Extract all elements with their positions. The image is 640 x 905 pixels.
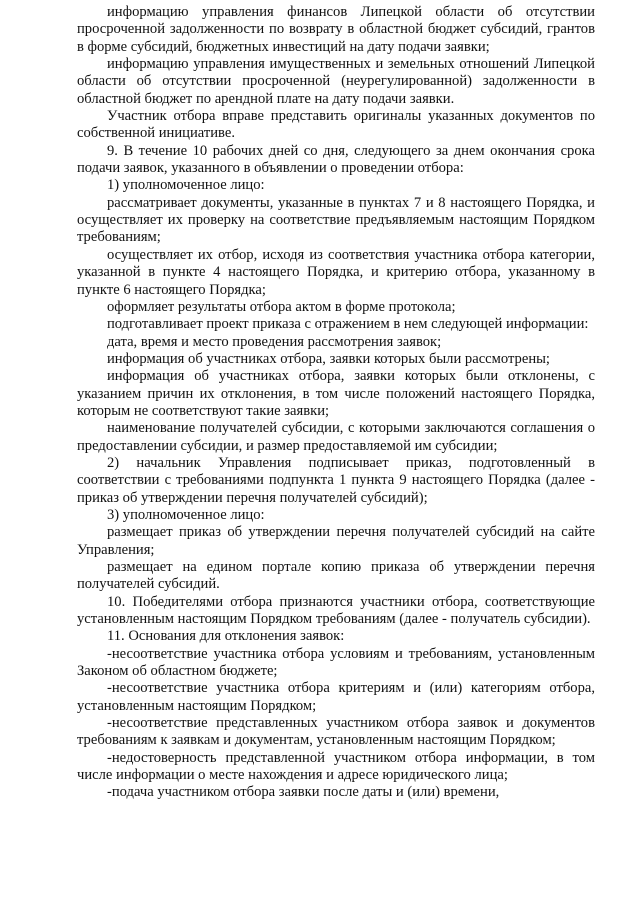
paragraph: информацию управления финансов Липецкой области об отсутствии просроченной задолженности по возврату в областной бюджет субсидий, грантов в форме субсидий, бюджетных инвестиций на дату подачи заявки; bbox=[77, 4, 595, 55]
paragraph: 11. Основания для отклонения заявок: bbox=[107, 628, 345, 645]
paragraph: размещает на едином портале копию приказа об утверждении перечня получателей субсидий. bbox=[77, 559, 595, 593]
paragraph: наименование получателей субсидии, с которыми заключаются соглашения о предоставлении субсидии, и размер предоставляемой им субсидии; bbox=[77, 420, 595, 454]
paragraph: размещает приказ об утверждении перечня получателей субсидий на сайте Управления; bbox=[77, 524, 595, 558]
paragraph: осуществляет их отбор, исходя из соответствия участника отбора категории, указанной в пункте 4 настоящего Порядка, и критерию отбора, указанному в пункте 6 настоящего Порядка; bbox=[77, 246, 595, 298]
paragraph: 2) начальник Управления подписывает приказ, подготовленный в соответствии с требованиями подпункта 1 пункта 9 настоящего Порядка (далее - приказ об утверждении перечня получателей субсидий); bbox=[77, 454, 595, 506]
paragraph: Участник отбора вправе представить оригиналы указанных документов по собственной инициативе. bbox=[77, 108, 595, 142]
paragraph: информацию управления имущественных и земельных отношений Липецкой области об отсутствии просроченной (неурегулированной) задолженности в областной бюджет по арендной плате на дату подачи заявки. bbox=[77, 56, 595, 107]
paragraph: подготавливает проект приказа с отражением в нем следующей информации: bbox=[107, 316, 589, 333]
paragraph: -несоответствие участника отбора условиям и требованиям, установленным Законом об областном бюджете; bbox=[77, 645, 595, 680]
paragraph: -несоответствие представленных участником отбора заявок и документов требованиям к заявкам и документам, установленным настоящим Порядком; bbox=[77, 715, 595, 749]
paragraph: -подача участником отбора заявки после даты и (или) времени, bbox=[107, 784, 500, 801]
paragraph: информация об участниках отбора, заявки которых были отклонены, с указанием причин их отклонения, в том числе положений настоящего Порядка, которым не соответствуют такие заявки; bbox=[77, 368, 595, 419]
paragraph: 1) уполномоченное лицо: bbox=[107, 177, 265, 194]
paragraph: 3) уполномоченное лицо: bbox=[107, 506, 265, 523]
paragraph: -недостоверность представленной участником отбора информации, в том числе информации о месте нахождения и адресе юридического лица; bbox=[77, 749, 595, 784]
document-body bbox=[77, 4, 595, 802]
paragraph: 9. В течение 10 рабочих дней со дня, следующего за днем окончания срока подачи заявок, указанного в объявлении о проведении отбора: bbox=[77, 142, 595, 177]
paragraph: информация об участниках отбора, заявки которых были рассмотрены; bbox=[107, 350, 550, 367]
paragraph: -несоответствие участника отбора критериям и (или) категориям отбора, установленным настоящим Порядком; bbox=[77, 680, 595, 714]
paragraph: дата, время и место проведения рассмотрения заявок; bbox=[107, 333, 442, 350]
paragraph: рассматривает документы, указанные в пунктах 7 и 8 настоящего Порядка, и осуществляет их проверку на соответствие предъявляемым настоящим Порядком требованиям; bbox=[77, 194, 595, 246]
paragraph: оформляет результаты отбора актом в форме протокола; bbox=[107, 298, 456, 315]
paragraph: 10. Победителями отбора признаются участники отбора, соответствующие установленным настоящим Порядком требованиям (далее - получатель субсидии). bbox=[77, 593, 595, 628]
